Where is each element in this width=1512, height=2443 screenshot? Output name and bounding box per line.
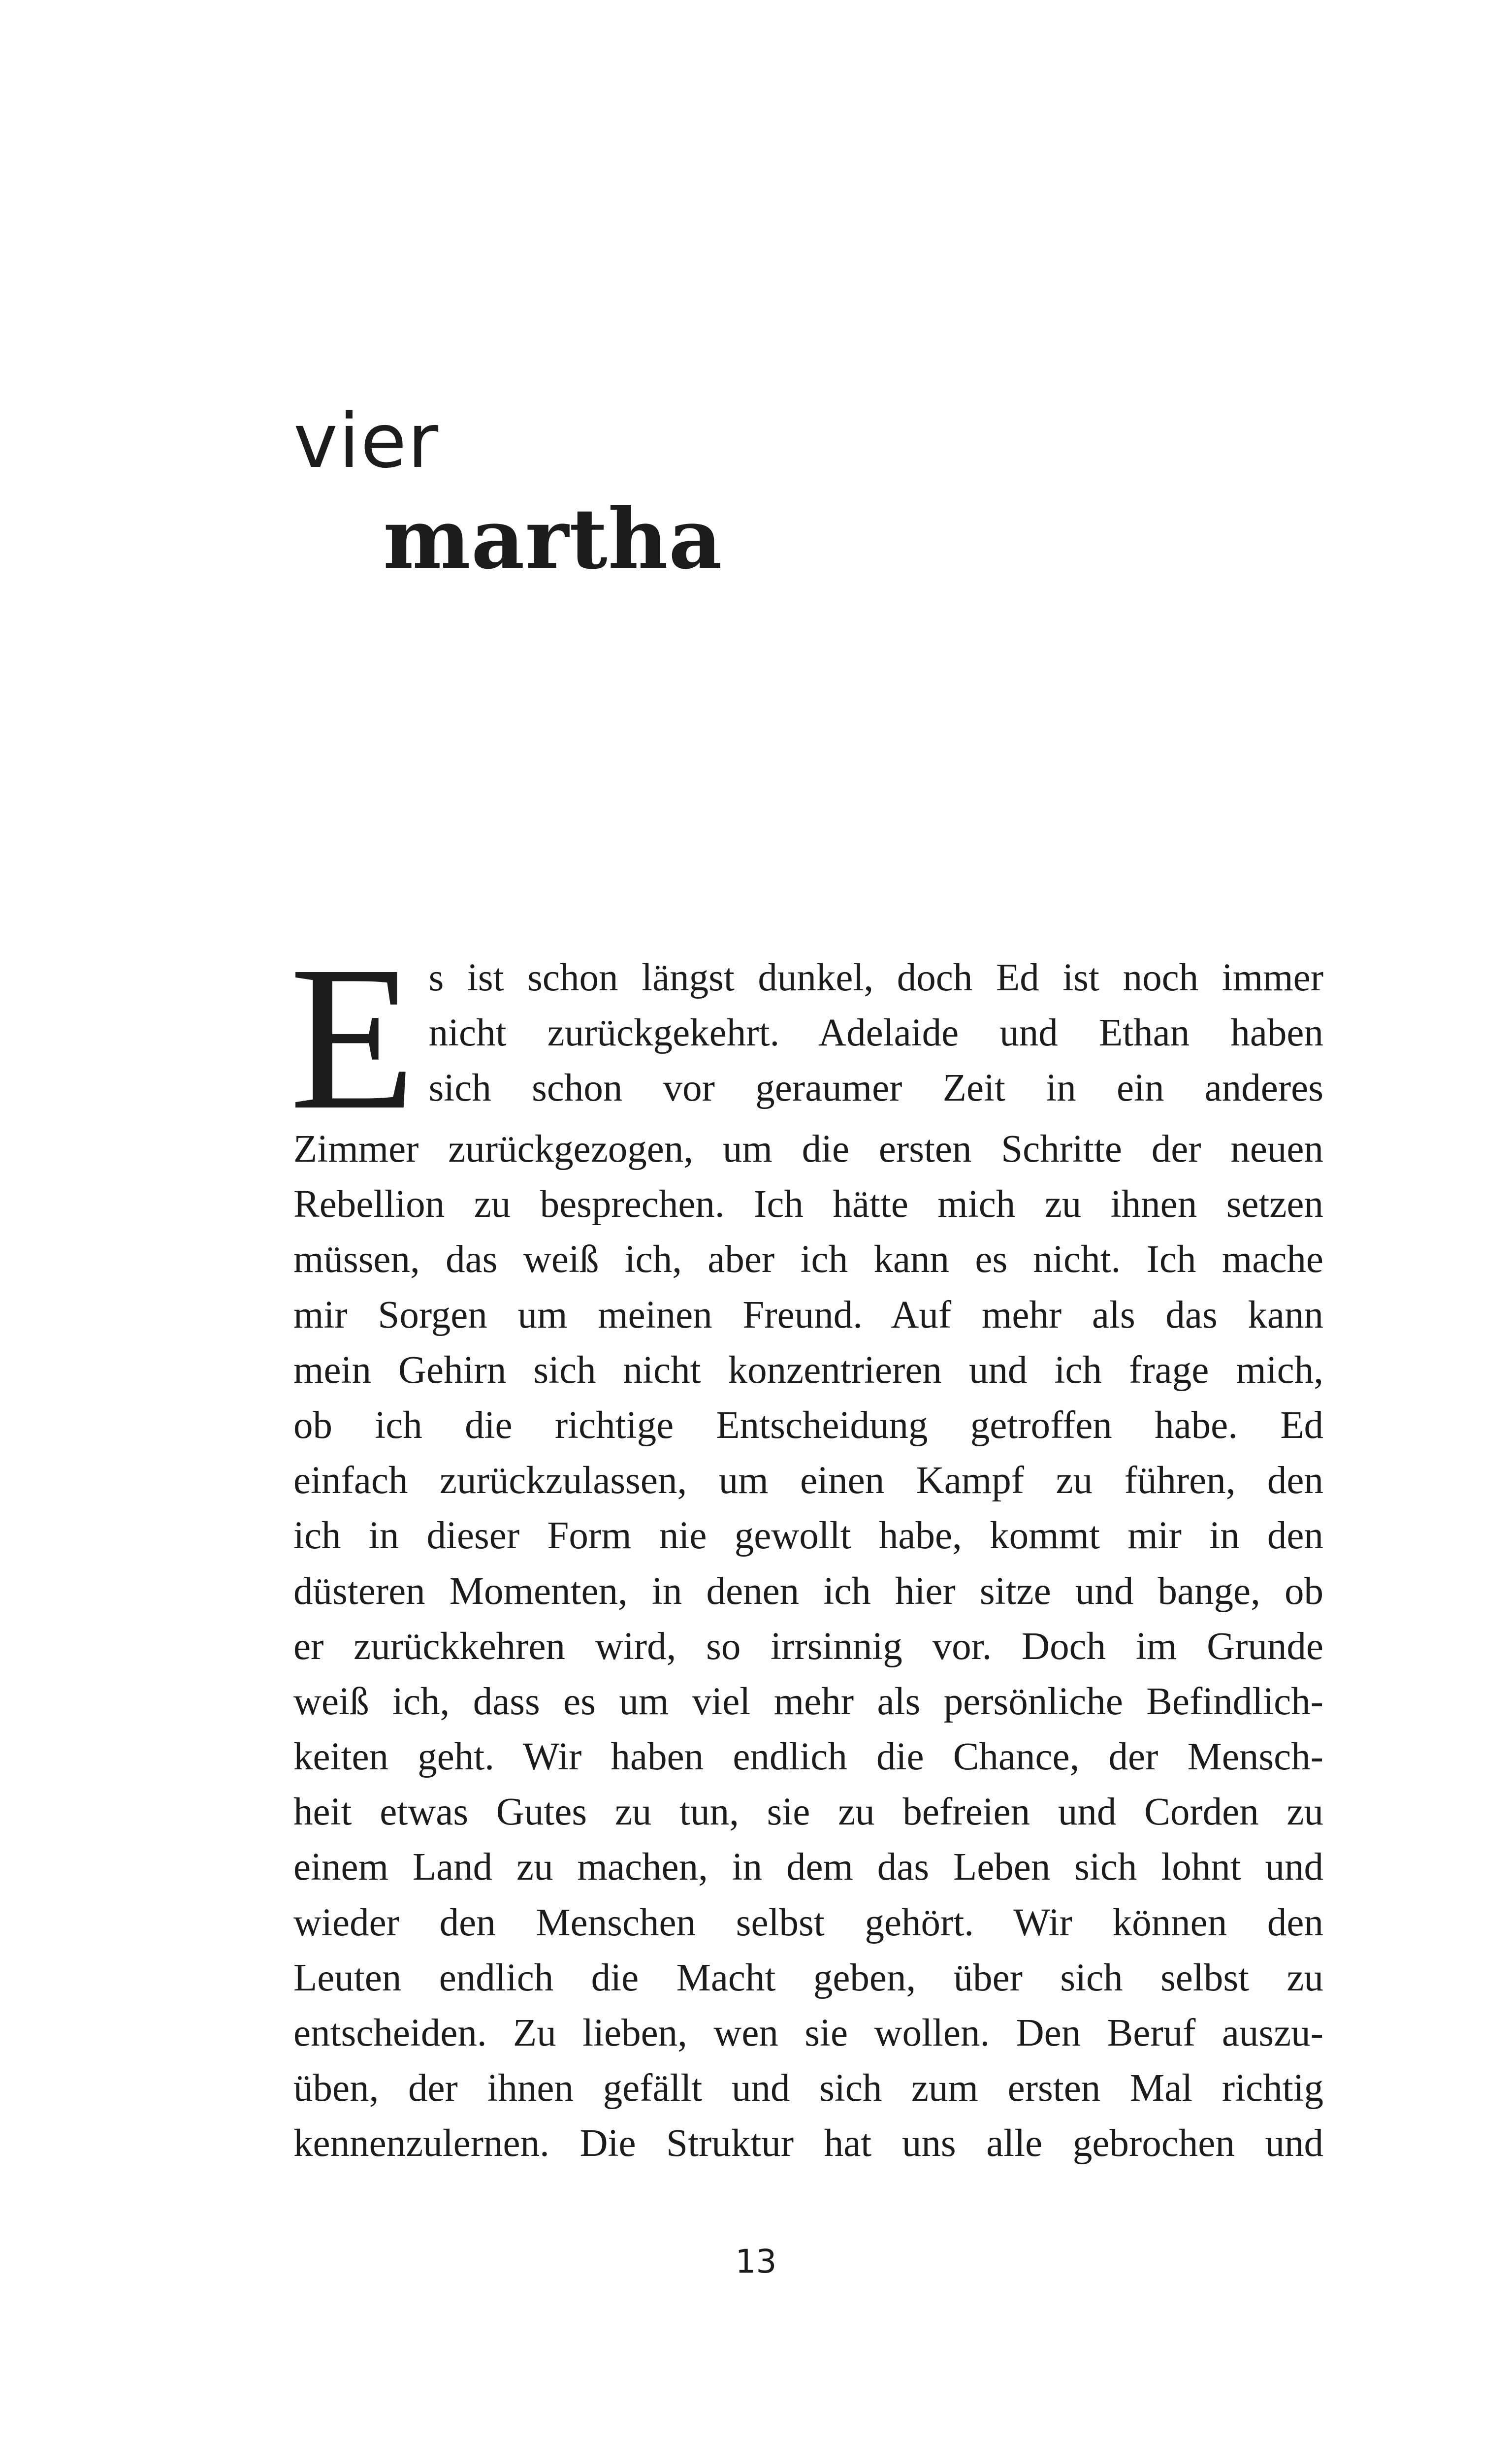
text-line: einfach zurückzulassen, um einen Kampf zu führen, den bbox=[293, 1459, 1323, 1502]
text-line: mir Sorgen um meinen Freund. Auf mehr als das kann bbox=[293, 1293, 1323, 1336]
text-line: kennenzulernen. Die Struktur hat uns alle gebrochen und bbox=[293, 2122, 1323, 2165]
text-line: er zurückkehren wird, so irrsinnig vor. Doch im Grunde bbox=[293, 1625, 1323, 1668]
body-text bbox=[290, 923, 1323, 2172]
text-line: entscheiden. Zu lieben, wen sie wollen. Den Beruf auszu- bbox=[293, 2012, 1323, 2054]
text-line: wieder den Menschen selbst gehört. Wir können den bbox=[293, 1901, 1323, 1944]
text-line: üben, der ihnen gefällt und sich zum ersten Mal richtig bbox=[293, 2067, 1323, 2110]
text-line: müssen, das weiß ich, aber ich kann es nicht. Ich mache bbox=[293, 1238, 1323, 1281]
text-line: Leuten endlich die Macht geben, über sich selbst zu bbox=[293, 1956, 1323, 1999]
text-line: Zimmer zurückgezogen, um die ersten Schritte der neuen bbox=[293, 1128, 1323, 1171]
text-line: ich in dieser Form nie gewollt habe, kommt mir in den bbox=[293, 1514, 1323, 1558]
text-line: s ist schon längst dunkel, doch Ed ist noch immer bbox=[428, 956, 1323, 999]
text-line: sich schon vor geraumer Zeit in ein anderes bbox=[428, 1067, 1323, 1110]
text-line: ob ich die richtige Entscheidung getroffen habe. Ed bbox=[293, 1403, 1323, 1447]
chapter-number: vier bbox=[293, 397, 440, 485]
text-line: einem Land zu machen, in dem das Leben sich lohnt und bbox=[293, 1846, 1323, 1889]
text-line: weiß ich, dass es um viel mehr als persönliche Befindlich- bbox=[293, 1680, 1323, 1723]
drop-cap: E bbox=[290, 923, 416, 1152]
text-line: düsteren Momenten, in denen ich hier sitze und bange, ob bbox=[293, 1569, 1323, 1613]
text-line: heit etwas Gutes zu tun, sie zu befreien und Corden zu bbox=[293, 1791, 1323, 1834]
page-number: 13 bbox=[735, 2243, 777, 2280]
text-line: mein Gehirn sich nicht konzentrieren und ich frage mich, bbox=[293, 1348, 1323, 1392]
text-line: keiten geht. Wir haben endlich die Chance, der Mensch- bbox=[293, 1735, 1323, 1779]
text-line: Rebellion zu besprechen. Ich hätte mich zu ihnen setzen bbox=[293, 1183, 1323, 1226]
chapter-title: martha bbox=[383, 490, 723, 587]
text-line: nicht zurückgekehrt. Adelaide und Ethan haben bbox=[428, 1011, 1323, 1055]
